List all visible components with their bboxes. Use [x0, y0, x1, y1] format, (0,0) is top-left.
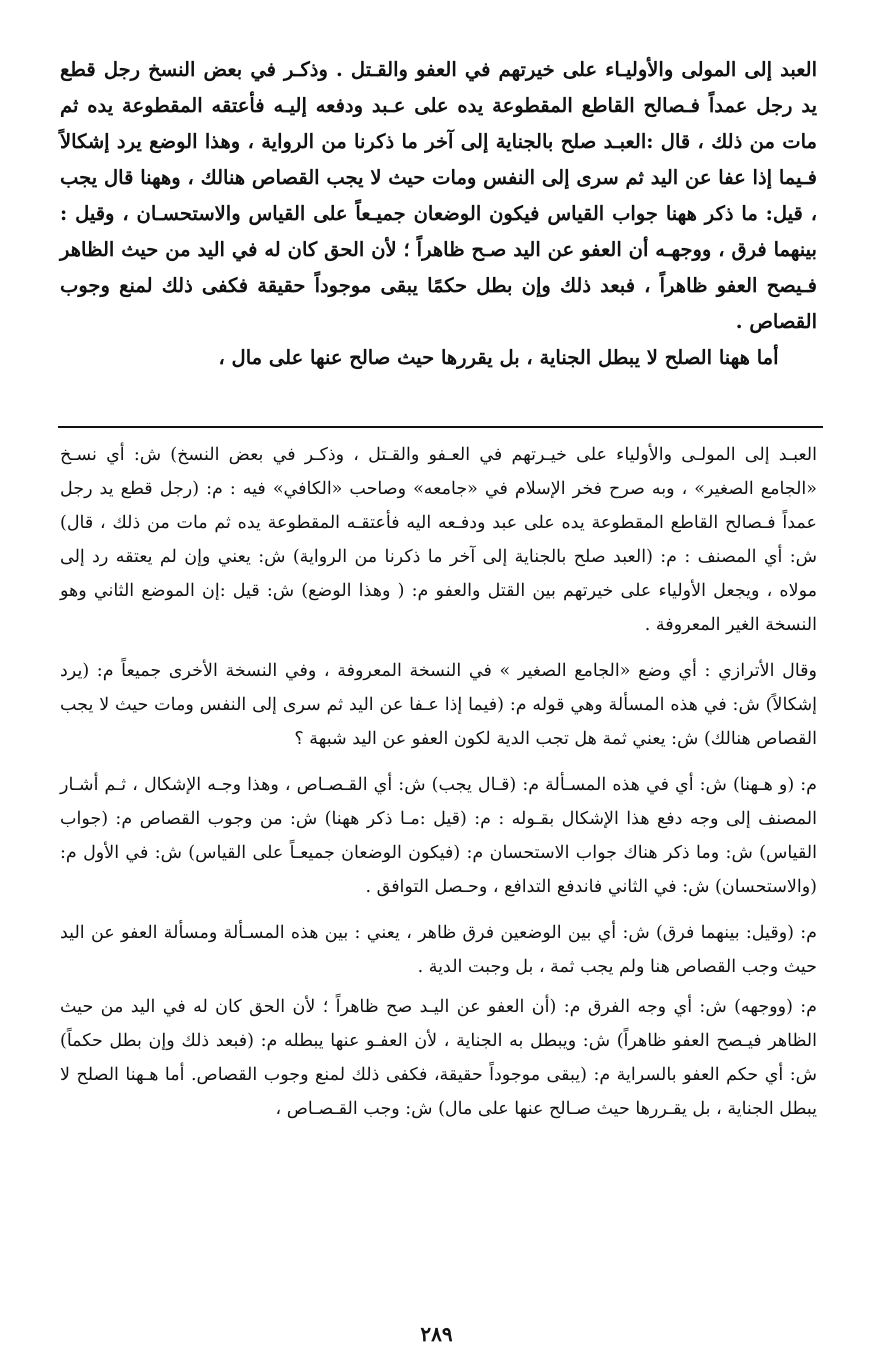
commentary-paragraph-2: وقال الأترازي : أي وضع «الجامع الصغير » في النسخة المعروفة ، وفي النسخة الأخرى جميعاً م: (يرد إشكالاً) ش: في هذه المسألة وهي قوله م: (فيما إذا عـفا عن اليد ثم سرى إلى النفس ومات حيث لا يجب القصاص هنالك) ش: يعني ثمة هل تجب الدية لكون العفو عن اليد شبهة ؟	[60, 661, 817, 749]
main-text-block	[60, 52, 817, 376]
commentary-block	[60, 438, 817, 1132]
commentary-paragraph-3: م: (و هـهنا) ش: أي في هذه المسـألة م: (قـال يجب) ش: أي القـصـاص ، وهذا وجـه الإشكال ، ثـم أشـار المصنف إلى وجه دفع هذا الإشكال بقـوله : م: (قيل :مـا ذكر ههنا) ش: من وجوب القصاص م: (جواب القياس) ش: وما ذكر هناك جواب الاستحسان م: (فيكون الوضعان جميعـاً على القياس) ش: في الأول م: (والاستحسان) ش: في الثاني فاندفع التدافع ، وحـصل التوافق .	[60, 775, 817, 897]
page-number: ٢٨٩	[420, 1322, 453, 1346]
commentary-paragraph-1: العبـد إلى المولـى والأولياء على خيـرتهم في العـفو والقـتل ، وذكـر في بعض النسخ) ش: أي نسـخ «الجامع الصغير» ، وبه صرح فخر الإسلام في «جامعه» وصاحب «الكافي» فيه : م: (رجل قطع يد رجل عمداً فـصالح القاطع المقطوعة يده على عبد ودفـعه اليه فأعتقـه المقطوعة يده ثم مات من ذلك ، قال) ش: أي المصنف : م: (العبد صلح بالجناية إلى آخر ما ذكرنا من الرواية) ش: يعني وإن لم يعتقه رد إلى مولاه ، ويجعل الأولياء على خيرتهم بين القتل والعفو م: ( وهذا الوضع) ش: قيل :إن الموضع الثاني وهو النسخة الغير المعروفة .	[60, 445, 817, 635]
commentary-paragraph-4: م: (وقيل: بينهما فرق) ش: أي بين الوضعين فرق ظاهر ، يعني : بين هذه المسـألة ومسألة العفو عن اليد حيث وجب القصاص هنا ولم يجب ثمة ، بل وجبت الدية .	[60, 923, 817, 977]
footnote-divider	[58, 426, 823, 428]
main-text-closing-line: أما ههنا الصلح لا يبطل الجناية ، بل يقررها حيث صالح عنها على مال ،	[218, 346, 779, 369]
main-text-paragraph: العبد إلى المولى والأوليـاء على خيرتهم في العفو والقـتل . وذكـر في بعض النسخ رجل قطع يد رجل عمداً فـصالح القاطع المقطوعة يده على عـبد ودفعه إليـه فأعتقه المقطوعة يده ثم مات من ذلك ، قال :العبـد صلح بالجناية إلى آخر ما ذكرنا من الرواية ، وهذا الوضع يرد إشكالاً فـيما إذا عفا عن اليد ثم سرى إلى النفس ومات حيث لا يجب القصاص هنالك ، وههنا قال يجب ، قيل: ما ذكر ههنا جواب القياس فيكون الوضعان جميـعاً على القياس والاستحسـان ، وقيل : بينهما فرق ، ووجهـه أن العفو عن اليد صـح ظاهراً ؛ لأن الحق كان له في اليد من حيث الظاهر فـيصح العفو ظاهراً ، فبعد ذلك وإن بطل حكمًا يبقى موجوداً حقيقة فكفى ذلك لمنع وجوب القصاص .	[60, 58, 817, 333]
commentary-paragraph-5: م: (ووجهه) ش: أي وجه الفرق م: (أن العفو عن اليـد صح ظاهراً ؛ لأن الحق كان له في اليد من حيث الظاهر فيـصح العفو ظاهراً) ش: ويبطل به الجناية ، لأن العفـو عنها يبطله م: (فبعد ذلك وإن بطل حكماً) ش: أي حكم العفو بالسراية م: (يبقى موجوداً حقيقة، فكفى ذلك لمنع وجوب القصاص. أما هـهنا الصلح لا يبطل الجناية ، بل يقـررها حيث صـالح عنها على مال) ش: وجب القـصـاص ،	[60, 997, 817, 1119]
